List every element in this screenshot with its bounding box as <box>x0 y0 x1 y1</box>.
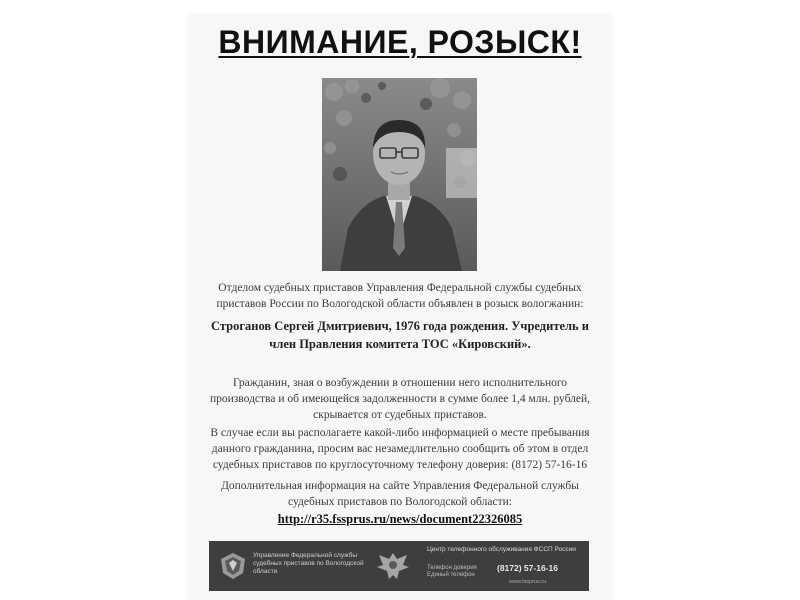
fssp-emblem-icon <box>219 551 247 581</box>
info-link[interactable]: http://r35.fssprus.ru/news/document22326085 <box>277 512 523 526</box>
eagle-emblem-icon <box>375 549 411 583</box>
intro-paragraph: Отделом судебных приставов Управления Федеральной службы судебных приставов России по Вологодской области объявлен в розыск вологжанин: <box>216 282 584 310</box>
suspect-photo <box>322 78 477 271</box>
more-info-block <box>200 478 600 527</box>
footer-phone: (8172) 57-16-16 <box>497 563 558 573</box>
poster-headline: ВНИМАНИЕ, РОЗЫСК! <box>218 24 582 60</box>
request-paragraph: В случае если вы располагаете какой-либо информацией о месте пребывания данного гражданина, просим вас незамедлительно сообщить об этом в отдел судебных приставов по круглосуточному телефону доверия: (8172) 57-16-16 <box>210 427 590 471</box>
footer-org-text: Управление Федеральной службы судебных приставов по Вологодской области <box>253 552 364 575</box>
person-paragraph: Строганов Сергей Дмитриевич, 1976 года рождения. Учредитель и член Правления комитета ТОС «Кировский». <box>211 319 589 351</box>
footer-banner <box>209 541 589 591</box>
footer-site: www.fssprus.ru <box>509 579 547 585</box>
details-paragraph: Гражданин, зная о возбуждении в отношении него исполнительного производства и об имеющейся задолженности в сумме более 1,4 млн. рублей, скрывается от судебных приставов. <box>209 377 591 421</box>
more-info-text: Дополнительная информация на сайте Управления Федеральной службы судебных приставов по Вологодской области: <box>221 480 579 508</box>
footer-center-title: Центр телефонного обслуживания ФССП России <box>427 546 576 553</box>
footer-center-sub: Телефон доверия Единый телефон <box>427 565 477 578</box>
